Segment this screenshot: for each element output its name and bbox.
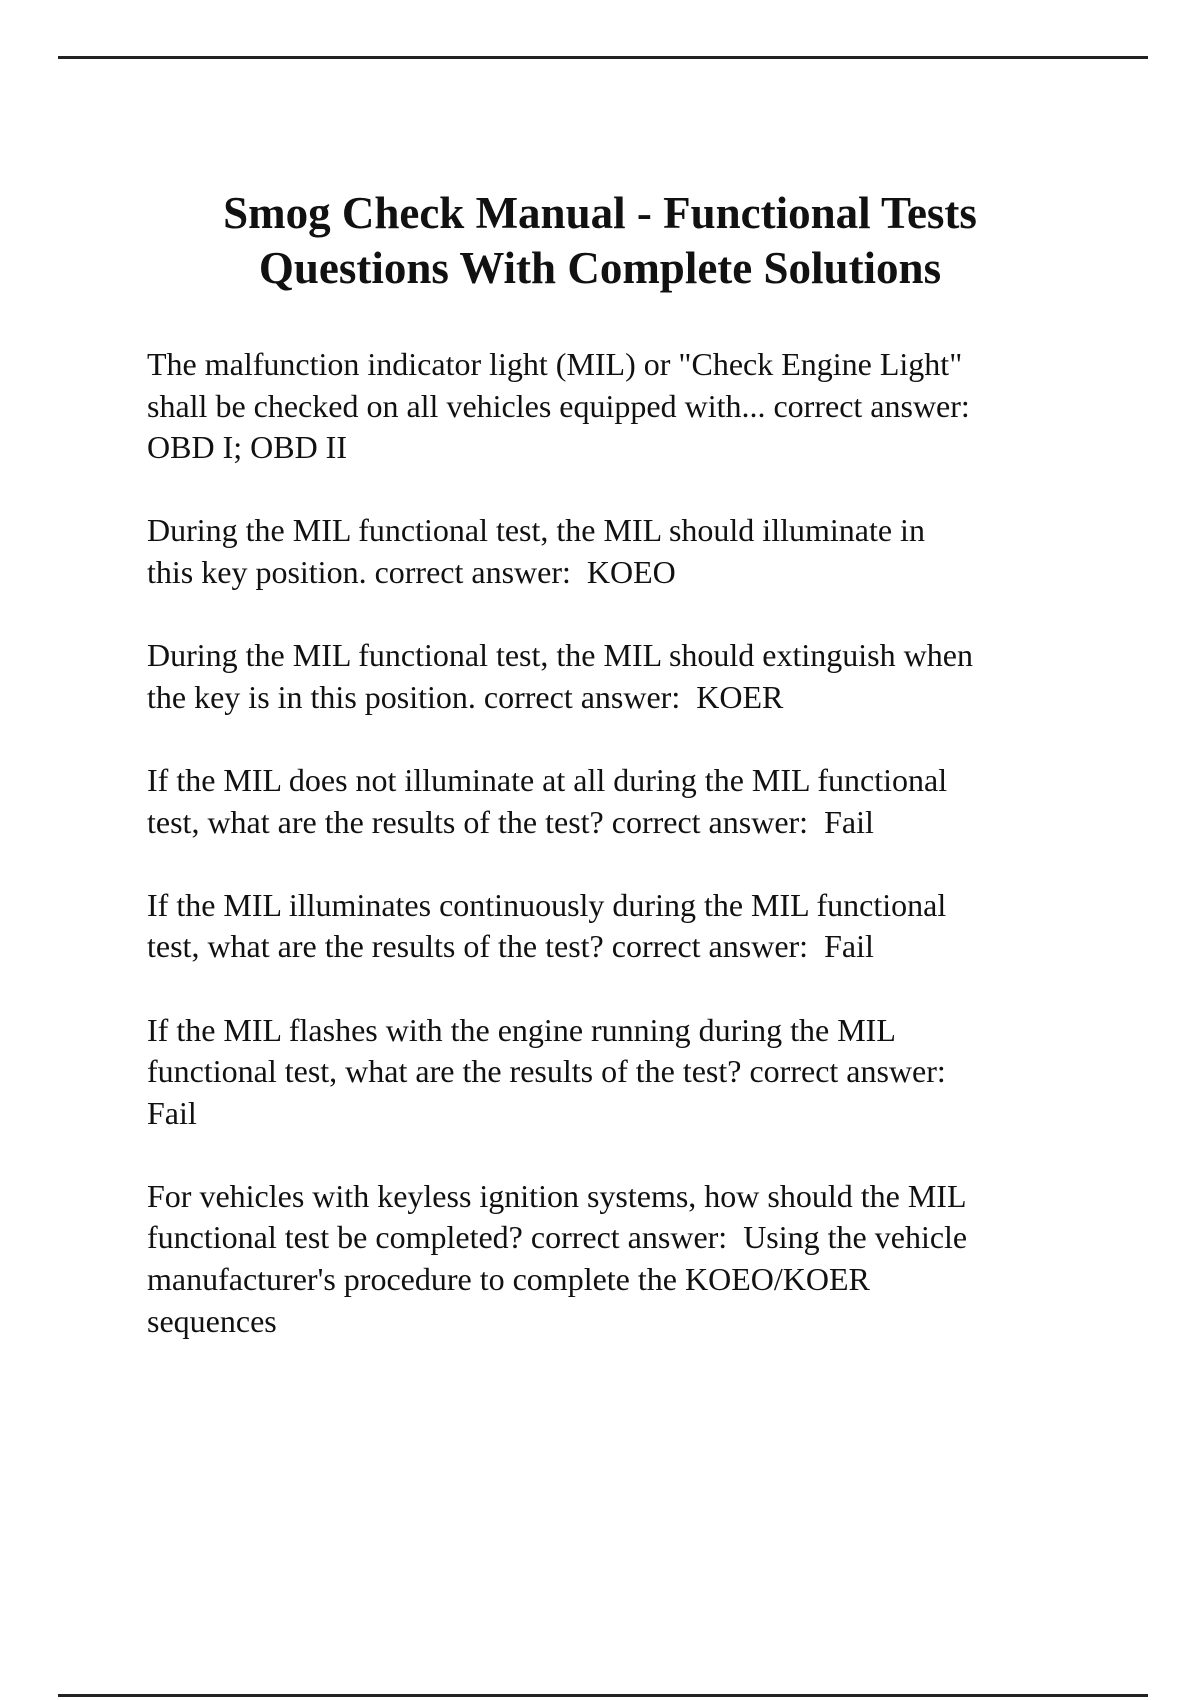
text-line: Fail bbox=[147, 1094, 197, 1131]
qa-paragraph bbox=[147, 885, 1147, 968]
qa-paragraph bbox=[147, 344, 1147, 469]
qa-paragraph bbox=[147, 635, 1147, 718]
qa-paragraph bbox=[147, 760, 1147, 843]
text-line: this key position. correct answer: KOEO bbox=[147, 553, 676, 590]
title-line: Smog Check Manual - Functional Tests bbox=[223, 188, 977, 238]
footer-divider bbox=[58, 1694, 1148, 1697]
text-line: If the MIL illuminates continuously during the MIL functional bbox=[147, 886, 947, 923]
text-line: test, what are the results of the test? correct answer: Fail bbox=[147, 928, 874, 965]
document-body bbox=[147, 344, 1147, 1384]
qa-paragraph bbox=[147, 510, 1147, 593]
text-line: If the MIL does not illuminate at all during the MIL functional bbox=[147, 761, 948, 798]
text-line: test, what are the results of the test? correct answer: Fail bbox=[147, 803, 874, 840]
text-line: manufacturer's procedure to complete the KOEO/KOER bbox=[147, 1261, 870, 1298]
text-line: the key is in this position. correct answer: KOER bbox=[147, 678, 784, 715]
qa-paragraph bbox=[147, 1010, 1147, 1135]
qa-paragraph bbox=[147, 1176, 1147, 1342]
text-line: During the MIL functional test, the MIL should illuminate in bbox=[147, 512, 925, 549]
text-line: functional test be completed? correct answer: Using the vehicle bbox=[147, 1219, 968, 1256]
text-line: For vehicles with keyless ignition systems, how should the MIL bbox=[147, 1177, 967, 1214]
text-line: functional test, what are the results of the test? correct answer: bbox=[147, 1053, 946, 1090]
text-line: shall be checked on all vehicles equipped with... correct answer: bbox=[147, 387, 970, 424]
title-line: Questions With Complete Solutions bbox=[258, 243, 942, 293]
text-line: The malfunction indicator light (MIL) or "Check Engine Light" bbox=[147, 346, 963, 382]
page-title bbox=[0, 186, 1200, 296]
text-line: If the MIL flashes with the engine running during the MIL bbox=[147, 1011, 896, 1048]
header-divider bbox=[58, 56, 1148, 59]
text-line: sequences bbox=[147, 1302, 277, 1339]
text-line: OBD I; OBD II bbox=[147, 429, 347, 466]
text-line: During the MIL functional test, the MIL should extinguish when bbox=[147, 637, 973, 674]
